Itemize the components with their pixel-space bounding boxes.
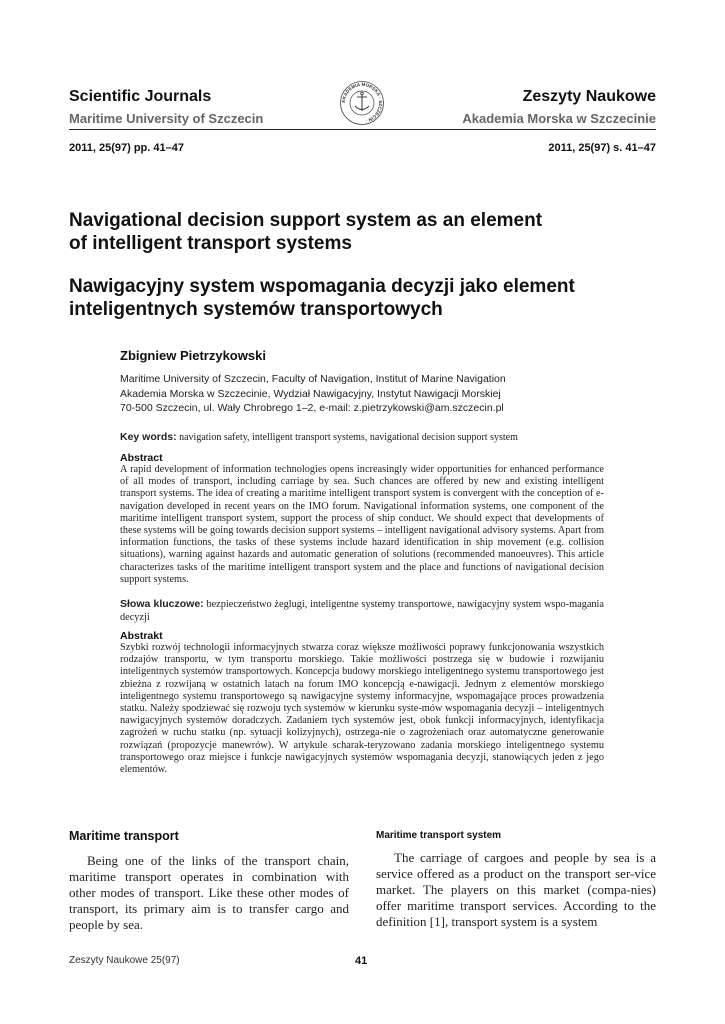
issue-info-en: 2011, 25(97) pp. 41–47 [69,142,184,154]
journal-title-en: Scientific Journals [69,88,212,105]
paper-title-pl-line1: Nawigacyjny system wspomagania decyzji jako element [69,276,575,297]
abstract-text: A rapid development of information technologies opens increasingly wider opportunities for enhanced performance of all modes of transport, including carriage by sea. Such chances are offered by new and existing intelligent transport systems. The idea of creating a maritime intelligent transport system is convergent with the conception of e-navigation developed in recent years on the IMO forum. Navigational information systems, one component of the maritime intelligent transport system, support the process of ship conduct. We should expect that developments of these systems will be going towards decision support systems – intelligent navigational advisory systems. Apart from information functions, the tasks of these systems include hazard identification in ship movement (e.g. collision situations), warning against hazards and automatic generation of solutions (recommended manoeuvres). This article characterizes tasks of the maritime intelligent transport system and the place and functions of navigational decision support systems. [120,464,605,585]
keywords-text: navigation safety, intelligent transport systems, navigational decision support system [179,432,518,443]
journal-header-left [69,86,263,128]
header-rule [69,129,656,130]
abstract-heading: Abstract [120,452,163,464]
section-maritime-transport-system-body [376,850,656,930]
journal-title-pl: Zeszyty Naukowe [522,88,656,105]
section-heading-maritime-transport-system: Maritime transport system [376,830,502,841]
author-name: Zbigniew Pietrzykowski [120,348,266,363]
keywords-pl [120,598,604,625]
affiliation-line2: Akademia Morska w Szczecinie, Wydział Nawigacyjny, Instytut Nawigacji Morskiej [120,387,501,400]
university-name-pl: Akademia Morska w Szczecinie [462,111,656,126]
paper-title-en-line1: Navigational decision support system as an element [69,210,543,231]
paper-title-en [69,209,669,255]
university-seal-logo [339,80,385,126]
section-heading-maritime-transport: Maritime transport [69,829,179,843]
svg-text:AKADEMIA MORSKA · SZCZECIN ·: AKADEMIA MORSKA · SZCZECIN · [340,81,384,124]
abstrakt-text: Szybki rozwój technologii informacyjnych stwarza coraz większe możliwości poprawy funkcjonowania wszystkich rodzajów transportu, w tym transportu morskiego. Takie możliwości postrzega się w budowie i rozwijaniu inteligentnych systemów transportowych. Koncepcja budowy morskiego inteligentnego systemu transportowego jest zbieżna z rozwijaną w ostatnich latach na forum IMO koncepcją e-nawigacji. Jednym z elementów morskiego inteligentnego systemu transportowego są nawigacyjne systemy informacyjne, wspomagające proces prowadzenia statku. Należy spodziewać się rozwoju tych systemów w kierunku syste-mów wspomagania decyzji – inteligentnych nawigacyjnych systemów doradczych. Zadaniem tych systemów jest, obok funkcji informacyjnych, identyfikacja zagrożeń w ruchu statku (np. sytuacji kolizyjnych), ostrzega-nie o zagrożeniach oraz automatyczne generowanie rozwiązań (propozycje manewrów). W artykule scharak-teryzowano zadania morskiego inteligentnego systemu transportowego oraz miejsce i funkcje nawigacyjnych systemów wspomagania decyzji, stanowiących jeden z jego elementów. [120,642,604,776]
university-name-en: Maritime University of Szczecin [69,111,264,126]
journal-header-right [462,86,656,128]
keywords-label: Key words: [120,431,177,443]
issue-info-pl: 2011, 25(97) s. 41–47 [548,142,656,154]
affiliation-line3: 70-500 Szczecin, ul. Wały Chrobrego 1–2, e-mail: z.pietrzykowski@am.szczecin.pl [120,402,504,414]
keywords-pl-text: bezpieczeństwo żeglugi, inteligentne systemy transportowe, nawigacyjny system wspo-magania decyzji [120,599,604,623]
footer-journal: Zeszyty Naukowe 25(97) [69,955,180,966]
paragraph: The carriage of cargoes and people by sea is a service offered as a product on the transport ser-vice market. The players on this market (compa-nies) offer maritime transport services. According to the definition [1], transport system is a system [376,850,656,929]
page-number: 41 [355,955,368,967]
paper-title-en-line2: of intelligent transport systems [69,233,352,254]
keywords-pl-label: Słowa kluczowe: [120,598,204,610]
paper-title-pl-line2: inteligentnych systemów transportowych [69,299,443,320]
section-maritime-transport-body [69,853,349,933]
keywords [120,431,656,443]
abstrakt-heading: Abstrakt [120,630,163,642]
paper-title-pl [69,275,669,321]
affiliation-line1: Maritime University of Szczecin, Faculty of Navigation, Institut of Marine Navigation [120,373,506,385]
author-affiliation [120,372,506,416]
paragraph: Being one of the links of the transport chain, maritime transport operates in combination with other modes of transport. Like these other modes of transport, its primary aim is to transfer cargo and people by sea. [69,853,349,932]
